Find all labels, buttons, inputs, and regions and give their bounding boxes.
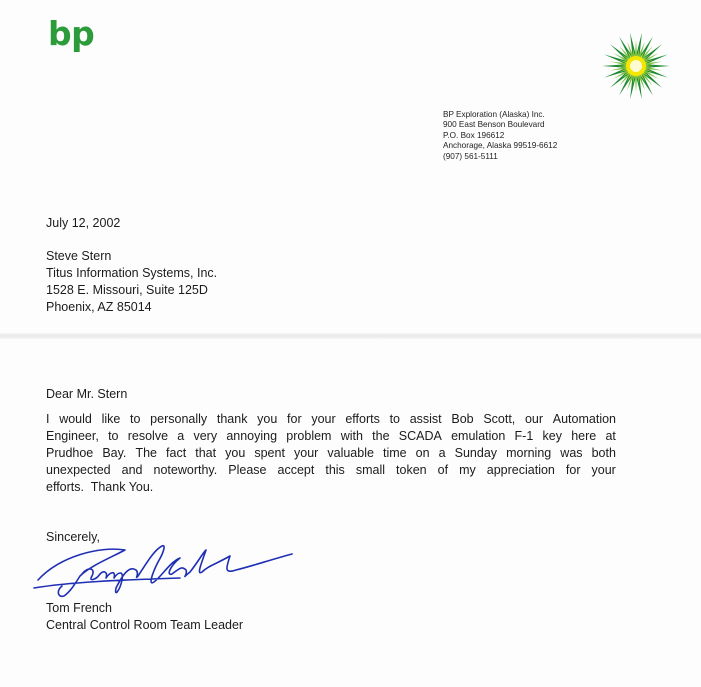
closing: Sincerely, <box>46 530 100 544</box>
recipient-address-block <box>46 248 217 316</box>
company-address-block <box>443 110 557 162</box>
address-line: (907) 561-5111 <box>443 151 498 161</box>
body-word: morning <box>506 446 552 460</box>
address-line: 900 East Benson Boulevard <box>443 120 545 130</box>
body-word: resolve <box>127 429 169 443</box>
body-word: our <box>524 412 544 426</box>
body-word: thank <box>216 412 248 426</box>
body-word: time <box>383 446 407 460</box>
body-word: you <box>225 446 246 460</box>
body-line <box>46 411 616 428</box>
body-line <box>46 428 616 445</box>
body-word: to <box>130 412 141 426</box>
body-word: on <box>415 446 430 460</box>
body-word: problem <box>286 429 332 443</box>
body-line <box>46 462 616 479</box>
body-word: noteworthy. <box>153 463 218 477</box>
body-word: assist <box>409 412 442 426</box>
body-word: at <box>605 429 616 443</box>
body-word: here <box>571 429 597 443</box>
body-word: a <box>177 429 185 443</box>
recipient-line: Titus Information Systems, Inc. <box>46 266 218 280</box>
body-word: SCADA <box>398 429 442 443</box>
body-word: F-1 <box>514 429 534 443</box>
body-word: you <box>257 412 278 426</box>
recipient-line: 1528 E. Missouri, Suite 125D <box>46 283 208 297</box>
body-word: accept <box>277 463 315 477</box>
body-word: this <box>325 463 345 477</box>
body-word: fact <box>166 446 187 460</box>
signer-title: Central Control Room Team Leader <box>46 618 244 632</box>
salutation: Dear Mr. Stern <box>46 387 128 401</box>
body-word: and <box>121 463 143 477</box>
body-word: Engineer, <box>46 429 99 443</box>
body-word: my <box>459 463 476 477</box>
signer-name: Tom French <box>46 601 112 615</box>
body-word: like <box>101 412 121 426</box>
address-line: Anchorage, Alaska 99519-6612 <box>443 141 558 151</box>
body-word: to <box>389 412 400 426</box>
body-word: efforts <box>345 412 380 426</box>
letter-date: July 12, 2002 <box>46 216 121 230</box>
body-word: the <box>372 429 390 443</box>
helios-sunburst-icon <box>601 31 671 101</box>
helios-core <box>630 60 642 72</box>
body-word: a <box>438 446 446 460</box>
body-word: would <box>59 412 92 426</box>
body-line <box>46 445 616 462</box>
body-word: very <box>193 429 218 443</box>
body-word: Bob <box>451 412 474 426</box>
body-word: of <box>437 463 449 477</box>
body-word: valuable <box>327 446 374 460</box>
recipient-line: Phoenix, AZ 85014 <box>46 300 152 314</box>
bp-wordmark-logo: bp <box>48 14 95 53</box>
body-word: emulation <box>451 429 506 443</box>
body-line: efforts. Thank You. <box>46 480 154 494</box>
body-word: personally <box>150 412 208 426</box>
letter-body <box>46 411 616 496</box>
body-word: appreciation <box>486 463 555 477</box>
body-word: your <box>294 446 319 460</box>
body-word: spent <box>254 446 285 460</box>
body-word: Automation <box>552 412 616 426</box>
body-word: token <box>396 463 427 477</box>
signer-block <box>46 600 243 634</box>
body-word: key <box>542 429 562 443</box>
body-word: Scott, <box>483 412 516 426</box>
body-word: I <box>46 412 50 426</box>
body-word: your <box>591 463 616 477</box>
body-word: both <box>591 446 616 460</box>
body-word: annoying <box>226 429 278 443</box>
body-word: Sunday <box>454 446 498 460</box>
recipient-line: Steve Stern <box>46 249 112 263</box>
body-word: Please <box>228 463 267 477</box>
body-word: Prudhoe <box>46 446 94 460</box>
body-word: with <box>340 429 363 443</box>
body-word: to <box>108 429 119 443</box>
body-word: for <box>565 463 581 477</box>
body-word: your <box>311 412 336 426</box>
body-word: The <box>135 446 157 460</box>
body-word: small <box>355 463 385 477</box>
address-line: P.O. Box 196612 <box>443 130 505 140</box>
paper-fold-crease <box>0 333 701 339</box>
body-word: Bay. <box>102 446 127 460</box>
body-word: that <box>195 446 217 460</box>
handwritten-signature <box>30 536 295 602</box>
address-line: BP Exploration (Alaska) Inc. <box>443 110 545 119</box>
body-word: was <box>560 446 583 460</box>
body-word: for <box>287 412 302 426</box>
body-word: unexpected <box>46 463 111 477</box>
